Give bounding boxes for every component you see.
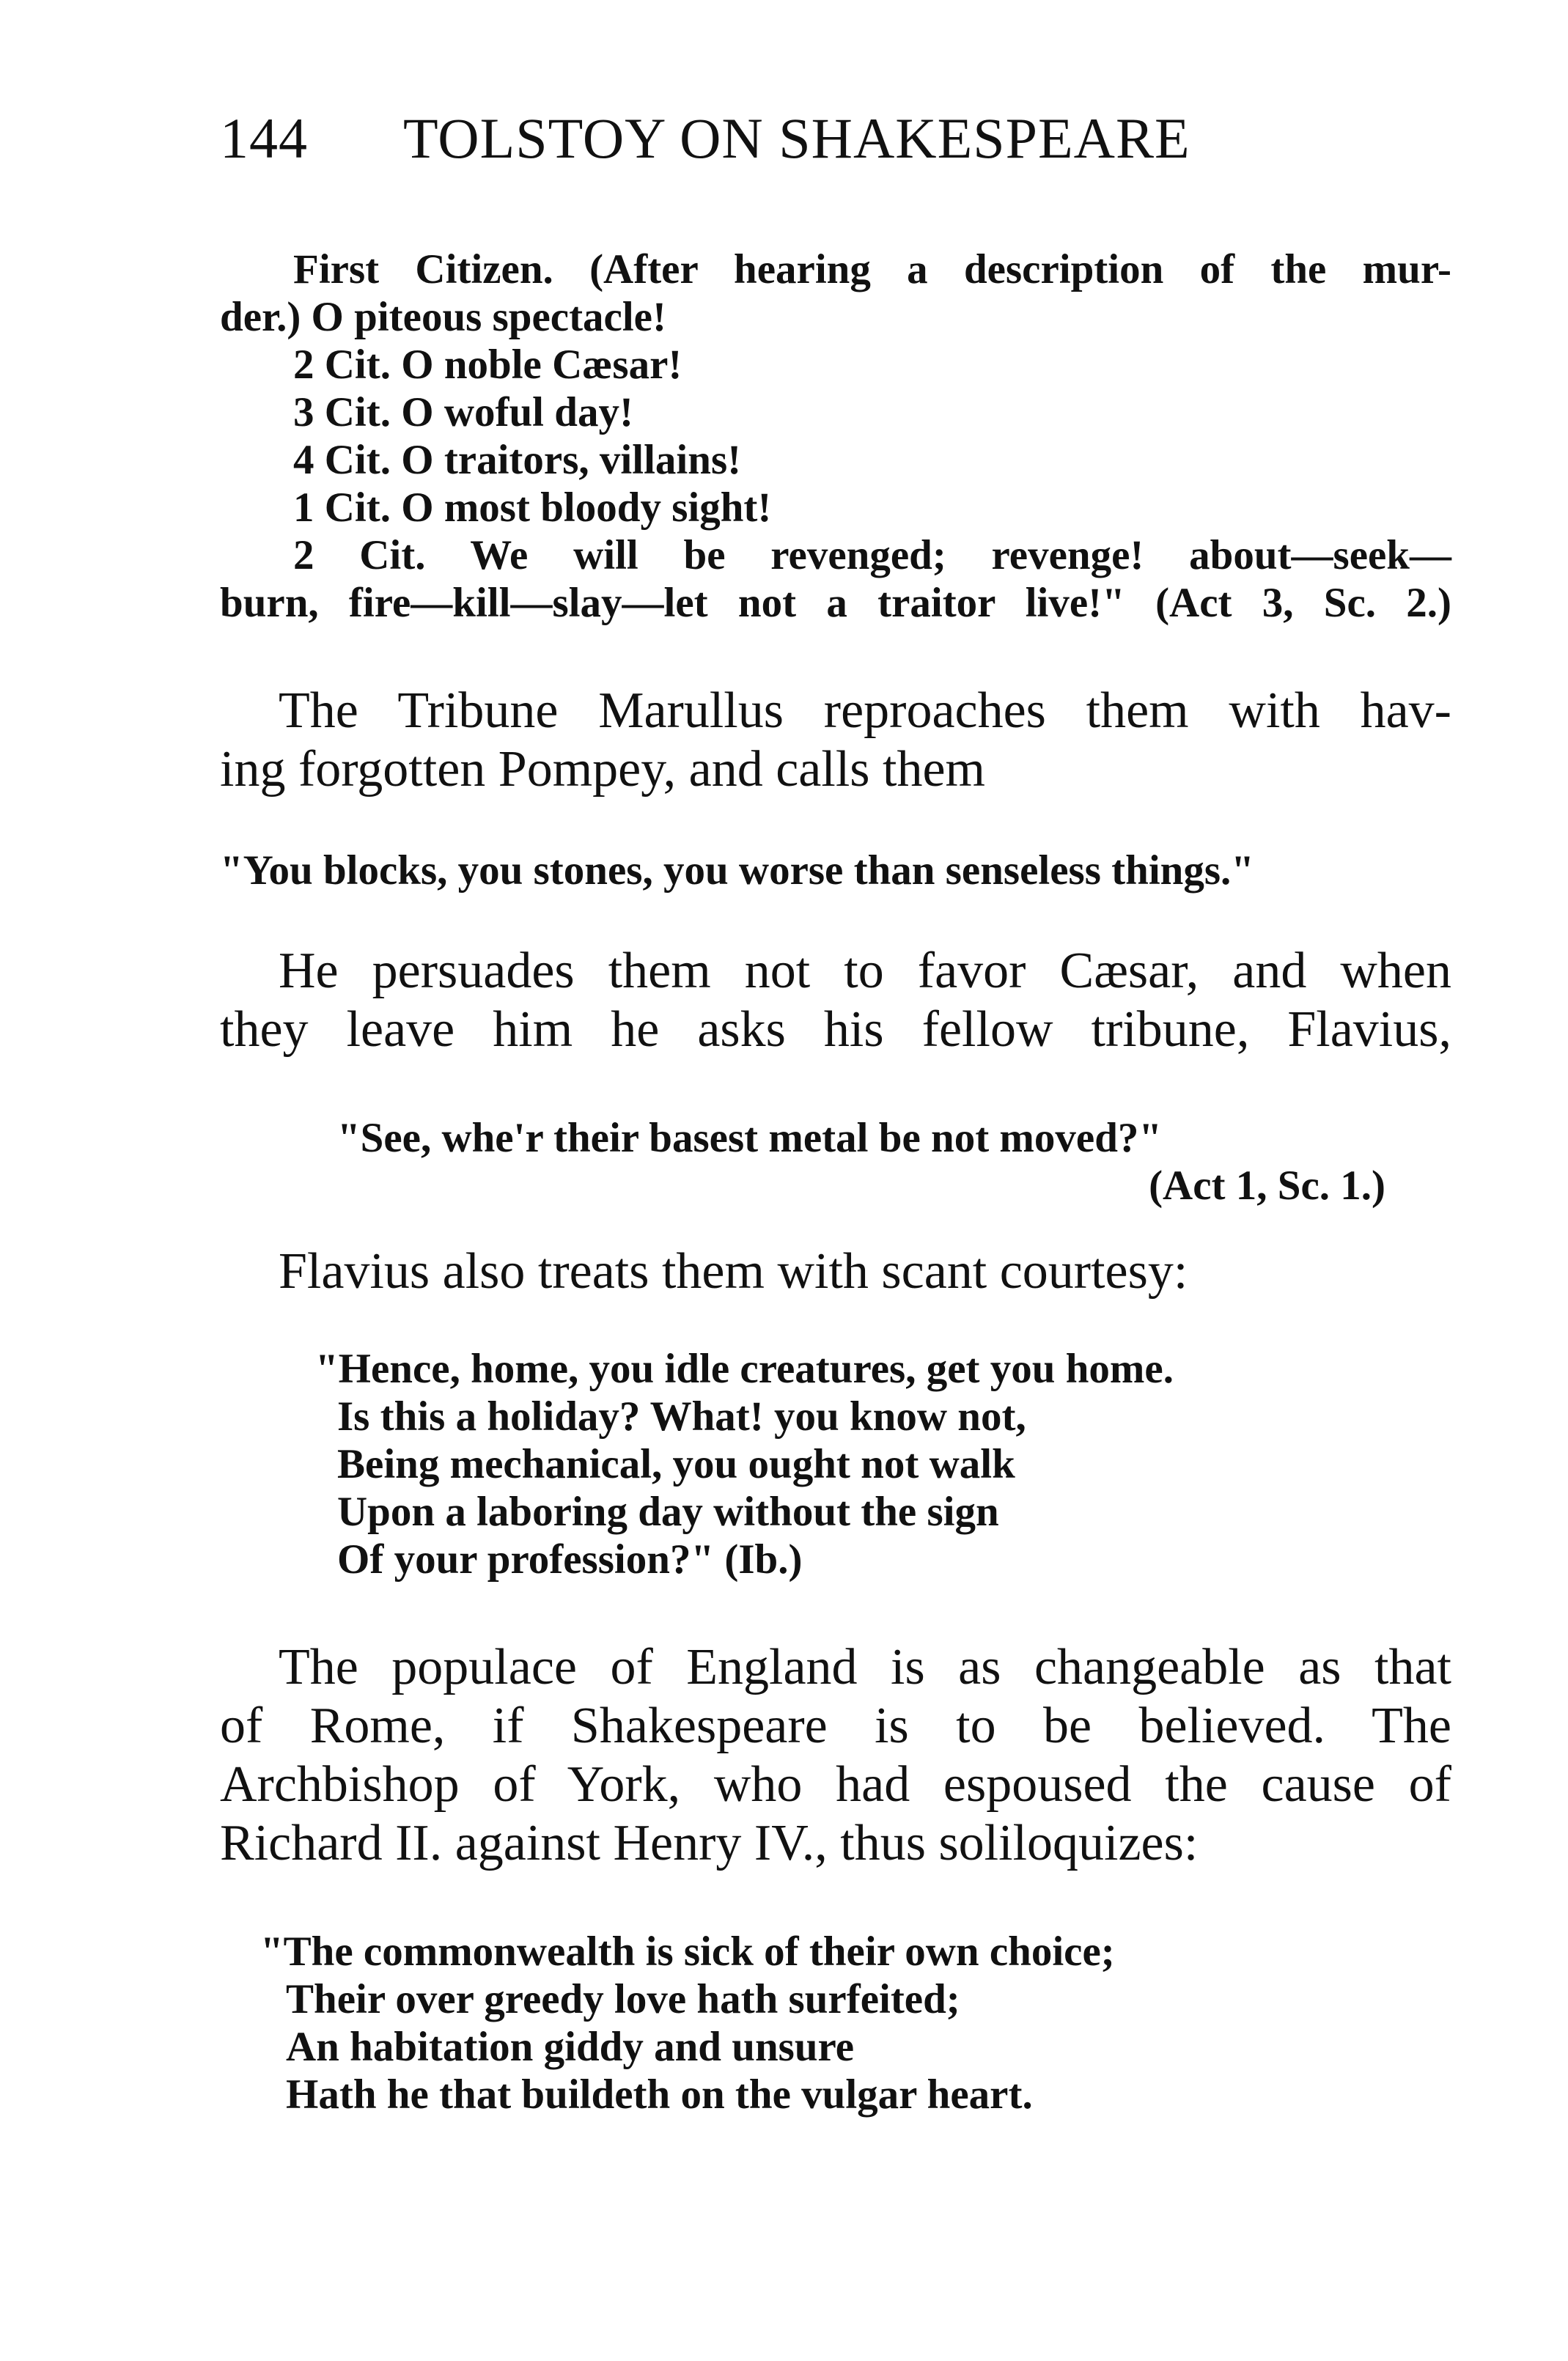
quote-metal	[220, 1114, 1451, 1209]
quote-commonwealth	[220, 1928, 1451, 2118]
quote-line: "Hence, home, you idle creatures, get you home.	[315, 1346, 1174, 1392]
quote-hence	[220, 1345, 1451, 1583]
paragraph-line: they leave him he asks his fellow tribune, Flavius,	[220, 1001, 1451, 1058]
paragraph-line: of Rome, if Shakespeare is to be believed. The	[220, 1698, 1451, 1754]
quote-line: Of your profession?" (Ib.)	[337, 1536, 803, 1583]
paragraph-line: The Tribune Marullus reproaches them with hav-	[279, 682, 1451, 739]
citation: (Act 1, Sc. 1.)	[1149, 1163, 1385, 1209]
quote-line: Their over greedy love hath surfeited;	[286, 1976, 960, 2022]
paragraph-line: Flavius also treats them with scant courtesy:	[279, 1243, 1188, 1300]
paragraph-line: He persuades them not to favor Cæsar, and when	[279, 943, 1451, 999]
paragraph-line: Richard II. against Henry IV., thus soliloquizes:	[220, 1815, 1199, 1871]
passage-line: 2 Cit. We will be revenged; revenge! about—seek—	[293, 532, 1451, 578]
paragraph-line: The populace of England is as changeable as that	[279, 1639, 1451, 1695]
paragraph-line: ing forgotten Pompey, and calls them	[220, 741, 985, 798]
quote-line: "The commonwealth is sick of their own choice;	[260, 1929, 1115, 1975]
quote-line: Upon a laboring day without the sign	[337, 1489, 999, 1535]
passage-line: 2 Cit. O noble Cæsar!	[293, 342, 682, 388]
quote-line: Hath he that buildeth on the vulgar heart.	[286, 2071, 1033, 2118]
running-title: TOLSTOY ON SHAKESPEARE	[403, 106, 1190, 170]
passage-line: der.) O piteous spectacle!	[220, 294, 666, 340]
passage-line: 3 Cit. O woful day!	[293, 389, 633, 435]
quote-line: "See, whe'r their basest metal be not moved?"	[337, 1115, 1163, 1161]
quote-line: "You blocks, you stones, you worse than senseless things."	[220, 847, 1254, 894]
citizens-passage	[220, 246, 1451, 627]
passage-line: 1 Cit. O most bloody sight!	[293, 485, 772, 531]
quote-blocks	[220, 847, 1451, 894]
running-head	[220, 106, 1363, 170]
paragraph-flavius	[220, 1242, 1451, 1301]
paragraph-marullus	[220, 682, 1451, 799]
page-number: 144	[220, 106, 308, 170]
passage-line: 4 Cit. O traitors, villains!	[293, 437, 742, 483]
quote-line: Is this a holiday? What! you know not,	[337, 1393, 1026, 1440]
passage-line: First Citizen. (After hearing a description of the mur-	[293, 246, 1451, 292]
paragraph-populace	[220, 1638, 1451, 1873]
quote-line: An habitation giddy and unsure	[286, 2024, 855, 2070]
paragraph-line: Archbishop of York, who had espoused the cause of	[220, 1756, 1451, 1813]
quote-line: Being mechanical, you ought not walk	[337, 1441, 1015, 1487]
passage-line: burn, fire—kill—slay—let not a traitor live!" (Act 3, Sc. 2.)	[220, 580, 1451, 626]
paragraph-persuades	[220, 942, 1451, 1059]
